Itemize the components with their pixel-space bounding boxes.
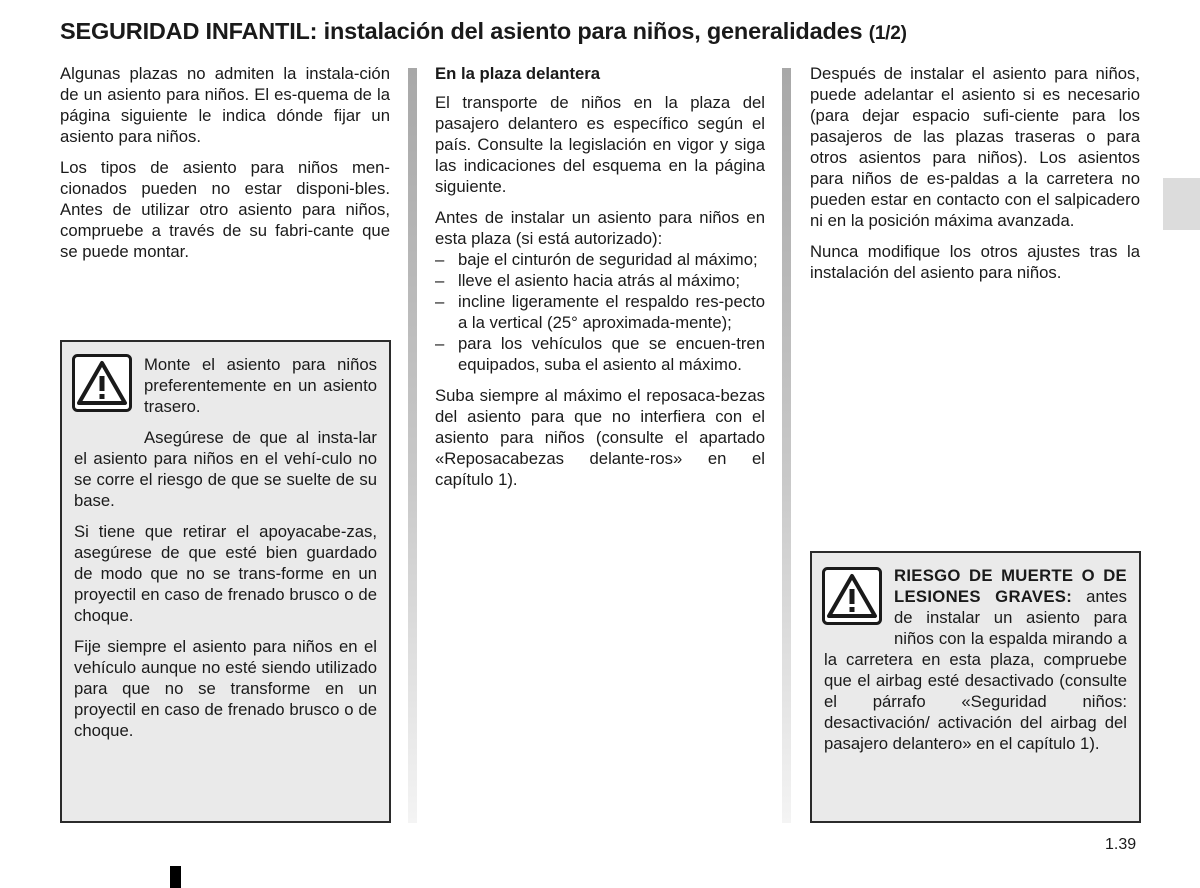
warning-body: antes de instalar un asiento para niños con la espalda mirando a la carretera en esta plaza, compruebe que el airbag esté desactivado (consulte el párrafo «Seguridad niños: desactivación/ activación del airbag del pasajero delantero» en el capítulo 1). [824, 587, 1127, 753]
paragraph: El transporte de niños en la plaza del pasajero delantero es específico según el país. Consulte la legislación en vigor y siga las indicaciones del esquema en la página siguiente. [435, 93, 765, 196]
warning-box-airbag [810, 551, 1141, 823]
paragraph: Antes de instalar un asiento para niños en esta plaza (si está autorizado): [435, 208, 765, 248]
list-item: – para los vehículos que se encuen-tren equipados, suba el asiento al máximo. [435, 333, 765, 375]
column-1 [60, 63, 390, 272]
paragraph: Los tipos de asiento para niños men-cionados pueden no estar disponi-bles. Antes de utilizar otro asiento para niños, compruebe a través de su fabri-cante que se puede montar. [60, 158, 390, 261]
warning-paragraph: Si tiene que retirar el apoyacabe-zas, asegúrese de que esté bien guardado de modo que no se trans-forme en un proyectil en caso de frenado brusco o de choque. [74, 522, 377, 625]
paragraph: Nunca modifique los otros ajustes tras la instalación del asiento para niños. [810, 242, 1140, 282]
crop-mark [170, 866, 181, 888]
paragraph: Suba siempre al máximo el reposaca-bezas del asiento para que no interfiera con el asiento para niños (consulte el apartado «Reposacabezas delante-ros» en el capítulo 1). [435, 386, 765, 489]
list-item: – baje el cinturón de seguridad al máximo; [435, 249, 765, 270]
chapter-tab [1163, 178, 1200, 230]
warning-text [74, 354, 377, 751]
warning-text [824, 565, 1127, 764]
page-number: 1.39 [1105, 836, 1137, 853]
page-title [60, 18, 1160, 45]
title-part: (1/2) [868, 23, 907, 44]
paragraph: Después de instalar el asiento para niños, puede adelantar el asiento si es necesario (para dejar espacio sufi-ciente para los pasajeros de las plazas traseras o para otros asientos para niños). Los asientos para niños de es-paldas a la carretera no pueden estar en contacto con el salpicadero ni en la posición máxima avanzada. [810, 64, 1140, 230]
warning-heading: RIESGO DE MUERTE O DE LESIONES GRAVES: [894, 566, 1127, 606]
column-separator [782, 68, 791, 823]
warning-paragraph: Monte el asiento para niños preferentemente en un asiento trasero. [144, 355, 377, 416]
column-3 [810, 63, 1140, 293]
warning-paragraph: Asegúrese de que al insta-lar el asiento para niños en el vehí-culo no se corre el riesgo de que se suelte de su base. [74, 428, 377, 510]
section-heading: En la plaza delantera [435, 64, 601, 83]
instruction-list [435, 249, 765, 375]
column-2 [435, 63, 765, 500]
column-separator [408, 68, 417, 823]
list-item: – incline ligeramente el respaldo res-pecto a la vertical (25° aproximada-mente); [435, 291, 765, 333]
list-item: – lleve el asiento hacia atrás al máximo; [435, 270, 765, 291]
paragraph: Algunas plazas no admiten la instala-ción de un asiento para niños. El es-quema de la página siguiente le indica dónde fijar un asiento para niños. [60, 64, 390, 146]
warning-paragraph: Fije siempre el asiento para niños en el vehículo aunque no esté siendo utilizado para que no se transforme en un proyectil en caso de frenado brusco o de choque. [74, 637, 377, 740]
title-text: SEGURIDAD INFANTIL: instalación del asiento para niños, generalidades [60, 18, 863, 44]
warning-box-rear-seat [60, 340, 391, 823]
